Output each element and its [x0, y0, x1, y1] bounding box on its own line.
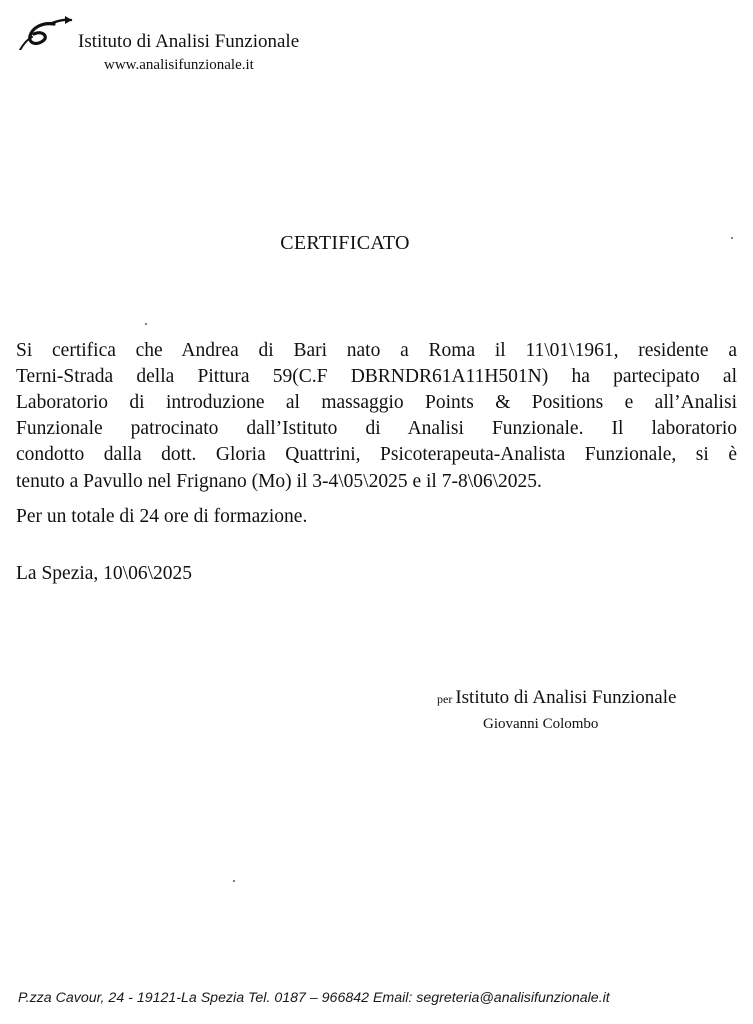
body-line-1: Si certifica che Andrea di Bari nato a Roma il 11\01\1961, residente a	[16, 340, 737, 361]
footer-contact: P.zza Cavour, 24 - 19121-La Spezia Tel. 0187 – 966842 Email: segreteria@analisifunzionale.it	[18, 990, 610, 1006]
body-line-6: tenuto a Pavullo nel Frignano (Mo) il 3-4\05\2025 e il 7-8\06\2025.	[16, 471, 542, 492]
scan-speck	[233, 880, 235, 882]
scan-speck	[145, 323, 147, 325]
signature-org-name: Istituto di Analisi Funzionale	[455, 687, 677, 708]
place-date: La Spezia, 10\06\2025	[16, 563, 193, 584]
body-line-5: condotto dalla dott. Gloria Quattrini, Psicoterapeuta-Analista Funzionale, si è	[16, 444, 737, 465]
letterhead-institute-name: Istituto di Analisi Funzionale	[78, 31, 300, 52]
body-line-4: Funzionale patrocinato dall’Istituto di Analisi Funzionale. Il laboratorio	[16, 418, 737, 439]
document-title: CERTIFICATO	[280, 232, 410, 254]
body-line-2: Terni-Strada della Pittura 59(C.F DBRNDR61A11H501N) ha partecipato al	[16, 366, 737, 387]
signature-name: Giovanni Colombo	[483, 716, 599, 732]
letterhead-website: www.analisifunzionale.it	[104, 57, 254, 73]
body-line-7: Per un totale di 24 ore di formazione.	[16, 506, 308, 527]
signature-prefix: per	[437, 692, 453, 706]
ifa-logo-icon	[14, 10, 76, 50]
body-line-3: Laboratorio di introduzione al massaggio Points & Positions e all’Analisi	[16, 392, 737, 413]
signature-organization	[437, 687, 676, 709]
scan-speck	[731, 237, 733, 239]
